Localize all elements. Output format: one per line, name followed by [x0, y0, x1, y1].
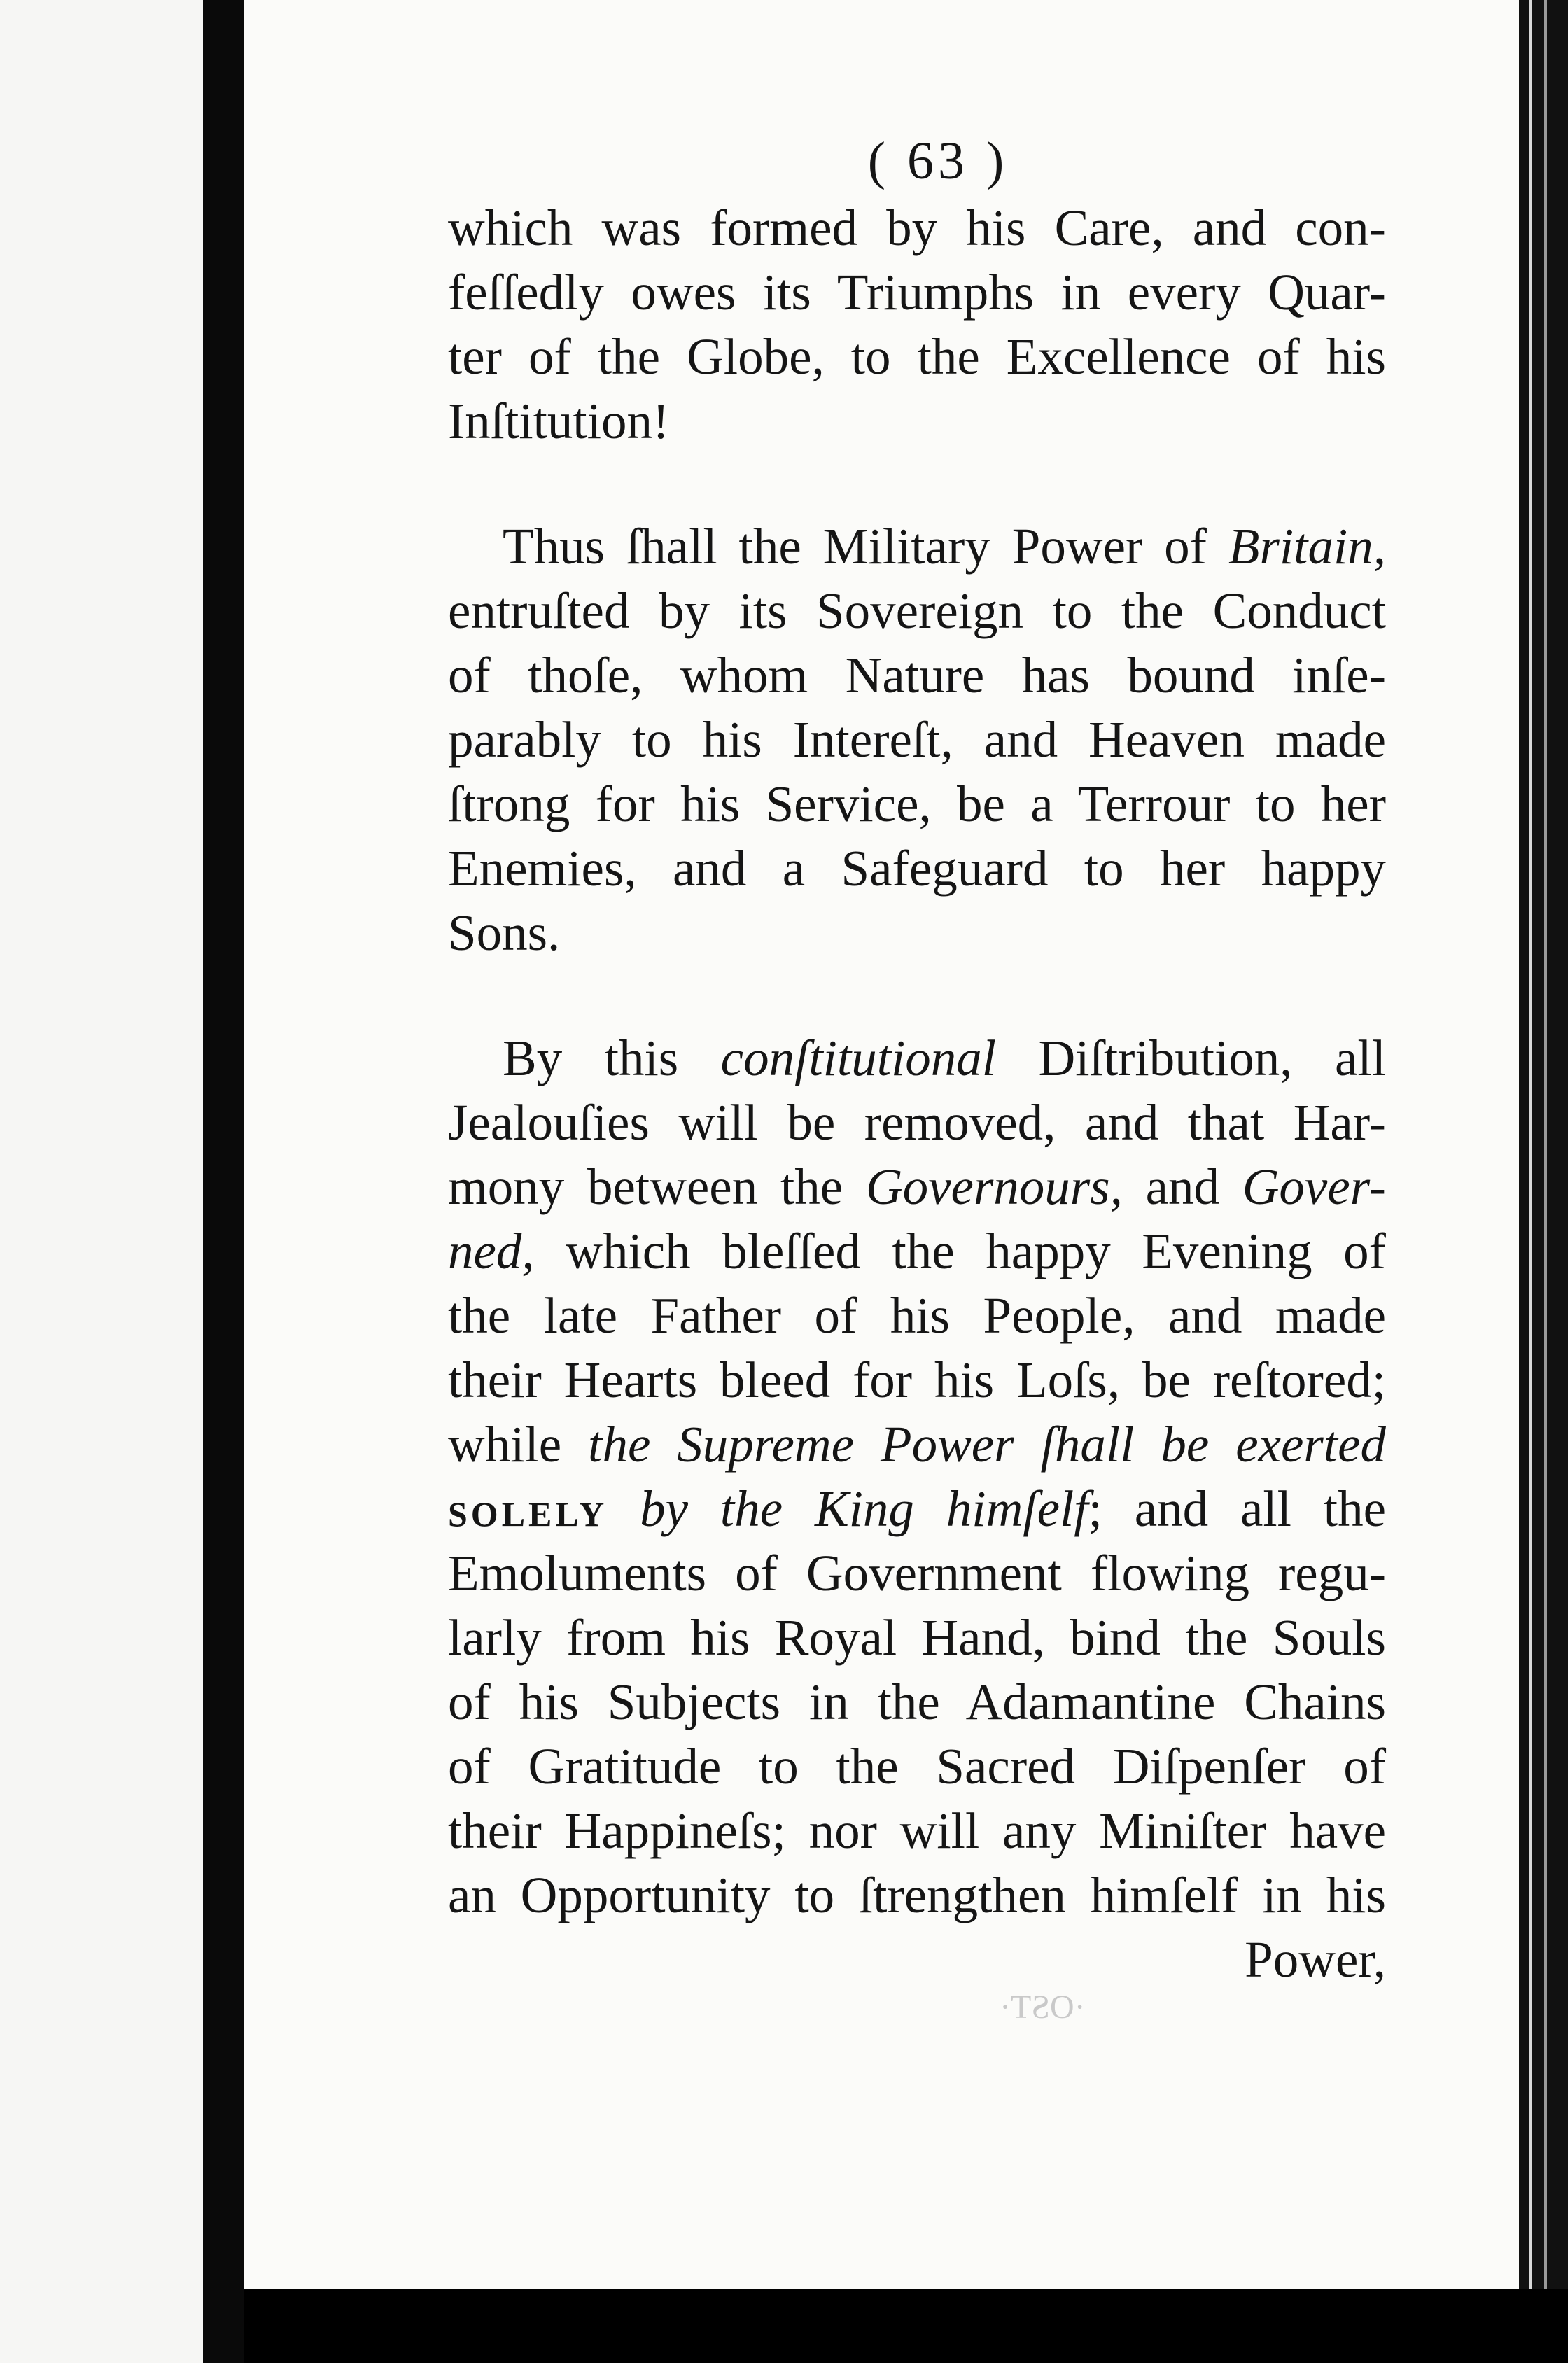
- text-line: [448, 1477, 1386, 1541]
- italic-text: Gover-: [1242, 1158, 1386, 1215]
- italic-text: Governours,: [865, 1158, 1123, 1215]
- catchword: Power,: [1245, 1931, 1386, 1988]
- text-line: Jealouſies will be removed, and that Har-: [448, 1094, 1386, 1151]
- paragraph-1: [448, 196, 1386, 454]
- italic-text: ned,: [448, 1223, 535, 1279]
- page-text: [448, 126, 1386, 1992]
- page-edge-right: [1519, 0, 1568, 2363]
- text-line: ſtrong for his Service, be a Terrour to her: [448, 776, 1386, 832]
- text-line: Sons.: [448, 904, 561, 961]
- text-segment: By this: [503, 1030, 721, 1086]
- text-line: [448, 1412, 1386, 1477]
- text-line: Emoluments of Government flowing regu-: [448, 1545, 1386, 1601]
- text-segment: while: [448, 1416, 589, 1473]
- text-line: their Happineſs; nor will any Miniſter have: [448, 1802, 1386, 1859]
- text-line: of thoſe, whom Nature has bound inſe-: [448, 647, 1386, 703]
- italic-text: the Supreme Power ſhall be exerted: [588, 1416, 1386, 1473]
- facing-page-edge: [0, 0, 203, 2363]
- italic-text: Britain,: [1228, 518, 1386, 575]
- text-line: parably to his Intereſt, and Heaven made: [448, 711, 1386, 768]
- text-line: of his Subjects in the Adamantine Chains: [448, 1674, 1386, 1730]
- paragraph-3: [448, 1026, 1386, 1928]
- text-segment: and: [1122, 1158, 1242, 1215]
- text-segment: ; and all the: [1088, 1480, 1386, 1537]
- text-segment: mony between the: [448, 1158, 866, 1215]
- text-line: feſſedly owes its Triumphs in every Quar-: [448, 264, 1386, 321]
- text-line: [448, 1155, 1386, 1219]
- text-line: [448, 1219, 1386, 1284]
- text-line: entruſted by its Sovereign to the Conduct: [448, 582, 1386, 639]
- text-line: which was formed by his Care, and con-: [448, 199, 1386, 256]
- paragraph-2: [448, 514, 1386, 965]
- text-line: Inſtitution!: [448, 393, 670, 449]
- italic-text: conſtitutional: [720, 1030, 997, 1086]
- text-line: [448, 1026, 1386, 1091]
- text-segment: Thus ſhall the Military Power of: [503, 518, 1228, 575]
- text-segment: which bleſſed the happy Evening of: [534, 1223, 1386, 1279]
- text-line: the late Father of his People, and made: [448, 1287, 1386, 1344]
- text-line: larly from his Royal Hand, bind the Souls: [448, 1609, 1386, 1666]
- small-caps-text: SOLELY: [448, 1494, 608, 1534]
- italic-text: by the King himſelf: [608, 1480, 1088, 1537]
- text-line: [448, 514, 1386, 579]
- text-line: an Opportunity to ſtrengthen himſelf in his: [448, 1867, 1386, 1923]
- text-line: their Hearts bleed for his Loſs, be reſtored;: [448, 1352, 1386, 1408]
- page-number: ( 63 ): [867, 132, 1009, 190]
- scan-bottom-border: [244, 2289, 1568, 2363]
- book-gutter: [203, 0, 244, 2363]
- bleed-through-mark: ·OST·: [1000, 1989, 1086, 2026]
- text-segment: Diſtribution, all: [996, 1030, 1386, 1086]
- text-line: ter of the Globe, to the Excellence of his: [448, 328, 1386, 385]
- text-line: Enemies, and a Safeguard to her happy: [448, 840, 1386, 897]
- text-line: of Gratitude to the Sacred Diſpenſer of: [448, 1738, 1386, 1795]
